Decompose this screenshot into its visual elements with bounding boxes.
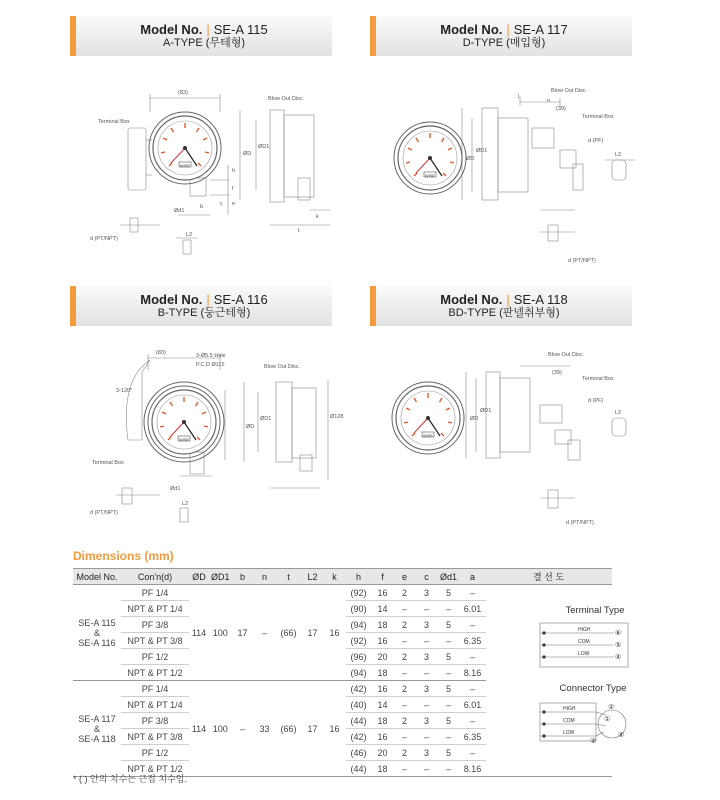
col-e: e <box>394 569 416 585</box>
label-terminal-box-b: Terminal Box <box>92 460 124 466</box>
terminal-low: LOW <box>578 651 590 657</box>
col-od1-small: Ød1 <box>438 569 460 585</box>
connector-dot-com <box>542 722 545 725</box>
label-od1-bd: ØD1 <box>480 408 492 414</box>
label-ptnpt-d: d (PT/NPT) <box>568 258 596 264</box>
table-row: PF 1/2 (96) 20 2 3 5 – <box>73 649 612 665</box>
label-od1-d: ØD1 <box>476 148 488 154</box>
model-label: Model No. <box>140 21 203 37</box>
banner-se-a117: Model No. | SE-A 117 D-TYPE (매입형) <box>370 16 632 56</box>
model-cell: SE-A 117 & SE-A 118 <box>73 681 121 777</box>
label-odsmall-b: Ød1 <box>170 486 181 492</box>
connector-low: LOW <box>563 730 575 736</box>
connector-n4: ④ <box>618 732 625 739</box>
col-od1: ØD1 <box>209 569 232 585</box>
terminal-com: COM <box>578 639 590 645</box>
label-b-a: b <box>200 204 204 210</box>
connector-type-title: Connector Type <box>559 683 627 694</box>
banner-se-a118: Model No. | SE-A 118 BD-TYPE (판넬취부형) <box>370 286 632 326</box>
label-l2-bd: L2 <box>615 410 622 416</box>
label-pf-d: d (PF) <box>588 138 604 144</box>
col-a: a <box>460 569 486 585</box>
label-k-a: k <box>316 214 319 220</box>
footnote: * ( ) 안의 치수는 근접 치수임. <box>73 774 187 784</box>
col-wiring: 결 선 도 <box>486 569 612 585</box>
model-number: SE-A 117 <box>513 21 568 37</box>
table-row: NPT & PT 3/8 (92) 16 – – – 6.35 <box>73 633 612 649</box>
table-row: NPT & PT 1/2 (44) 18 – – – 8.16 <box>73 761 612 777</box>
connector-dot-high <box>542 710 545 713</box>
table-row: NPT & PT 3/8 (42) 16 – – – 6.35 <box>73 729 612 745</box>
dimensions-title: Dimensions (mm) <box>73 549 174 563</box>
connector-n1: ① <box>604 716 611 723</box>
banner-se-a116: Model No. | SE-A 116 B-TYPE (둥근테형) <box>70 286 332 326</box>
label-l2-b: L2 <box>182 501 189 507</box>
label-c-a: c <box>220 201 223 207</box>
table-row: NPT & PT 1/4 (40) 14 – – – 6.01 <box>73 697 612 713</box>
label-h-a: h <box>232 168 236 174</box>
model-label: Model No. <box>140 291 203 307</box>
label-ptnpt-a: d (PT/NPT) <box>90 236 118 242</box>
terminal-dot-high <box>542 631 545 634</box>
label-terminal-box-bd: Terminal Box <box>582 376 614 382</box>
model-number: SE-A 118 <box>513 291 568 307</box>
label-83-b: (83) <box>156 350 166 356</box>
terminal-high: HIGH <box>578 627 591 633</box>
connector-high: HIGH <box>563 706 576 712</box>
model-cell: SE-A 115 & SE-A 116 <box>73 585 121 681</box>
label-od-b: ØD <box>246 424 255 430</box>
label-pcd-b: P.C.D Ø115 <box>196 362 225 368</box>
connector-com: COM <box>563 718 575 724</box>
label-83-a: (83) <box>178 90 188 96</box>
col-conn: Con'n(d) <box>121 569 189 585</box>
col-l2: L2 <box>302 569 324 585</box>
dial-brand-a: WISE <box>179 163 191 168</box>
wiring-diagrams <box>530 585 660 775</box>
table-row: PF 1/2 (46) 20 2 3 5 – <box>73 745 612 761</box>
label-l-d: L <box>518 94 522 100</box>
type-label: D-TYPE (매입형) <box>462 37 546 50</box>
table-row: PF 3/8 (94) 18 2 3 5 – <box>73 617 612 633</box>
label-hole-b: 3-Ø5.5 Hole <box>196 353 226 359</box>
col-n: n <box>254 569 276 585</box>
label-od-d: ØD <box>466 156 475 162</box>
table-header-row <box>73 569 612 585</box>
label-blowout-bd: Blow Out Disc. <box>548 352 585 358</box>
table-row: SE-A 115 & SE-A 116 PF 1/4 114 100 17 – (66) 17 16 (92) 16 2 3 5 – <box>73 585 612 601</box>
label-terminal-box-d: Terminal Box <box>582 114 614 120</box>
model-number: SE-A 115 <box>213 21 268 37</box>
connector-n2: ② <box>608 704 615 711</box>
terminal-type-title: Terminal Type <box>565 605 625 616</box>
label-od-bd: ØD <box>470 416 479 422</box>
col-model: Model No. <box>73 569 121 585</box>
connector-dot-low <box>542 734 545 737</box>
label-od1-a: ØD1 <box>258 144 270 150</box>
dial-brand-d: WISE <box>424 173 436 178</box>
col-c: c <box>416 569 438 585</box>
table-row: NPT & PT 1/2 (94) 18 – – – 8.16 <box>73 665 612 681</box>
label-od-a: ØD <box>243 151 252 157</box>
label-angle-b: 3-120° <box>116 388 133 394</box>
label-pf-bd: d (PF) <box>588 398 604 404</box>
label-128-b: Ø128 <box>330 414 344 420</box>
label-blowout-b: Blow Out Disc. <box>264 364 301 370</box>
terminal-n6: ⑥ <box>615 630 622 637</box>
label-39-d: (39) <box>556 106 566 112</box>
dial-brand-b: WISE <box>178 437 190 442</box>
col-od: ØD <box>189 569 209 585</box>
label-l2-a: L2 <box>186 232 193 238</box>
table-row: NPT & PT 1/4 (90) 14 – – – 6.01 <box>73 601 612 617</box>
label-ptnpt-b: d (PT/NPT) <box>90 510 118 516</box>
type-label: A-TYPE (무테형) <box>163 37 245 50</box>
col-f: f <box>372 569 394 585</box>
banner-se-a115: Model No. | SE-A 115 A-TYPE (무테형) <box>70 16 332 56</box>
table-row: PF 3/8 (44) 18 2 3 5 – <box>73 713 612 729</box>
model-label: Model No. <box>440 291 503 307</box>
col-b: b <box>232 569 254 585</box>
label-blowout-a: Blow Out Disc. <box>268 96 305 102</box>
label-e-a: e <box>232 201 236 207</box>
col-t: t <box>276 569 302 585</box>
type-label: BD-TYPE (판넬취부형) <box>448 307 560 320</box>
col-h: h <box>346 569 372 585</box>
label-blowout-d: Blow Out Disc. <box>551 88 588 94</box>
terminal-dot-com <box>542 643 545 646</box>
label-terminal-box-a: Terminal Box <box>98 119 130 125</box>
terminal-dot-low <box>542 655 545 658</box>
table-row: SE-A 117 & SE-A 118 PF 1/4 114 100 – 33 (66) 17 16 (42) 16 2 3 5 – <box>73 681 612 697</box>
label-n-d: n <box>547 98 551 104</box>
label-od1-b: ØD1 <box>260 416 272 422</box>
dial-brand-bd: WISE <box>422 433 434 438</box>
terminal-n5: ⑤ <box>615 642 622 649</box>
label-f-a: f <box>232 186 234 192</box>
type-label: B-TYPE (둥근테형) <box>157 307 251 320</box>
label-39-bd: (39) <box>552 370 562 376</box>
model-number: SE-A 116 <box>213 291 268 307</box>
connector-n3: ③ <box>590 738 597 745</box>
terminal-n4: ④ <box>615 654 622 661</box>
col-k: k <box>324 569 346 585</box>
label-l2-d: L2 <box>615 152 622 158</box>
label-odsmall-a: Ød1 <box>174 208 185 214</box>
label-t-a: t <box>298 228 300 234</box>
model-label: Model No. <box>440 21 503 37</box>
label-ptnpt-bd: d (PT/NPT) <box>566 520 594 526</box>
